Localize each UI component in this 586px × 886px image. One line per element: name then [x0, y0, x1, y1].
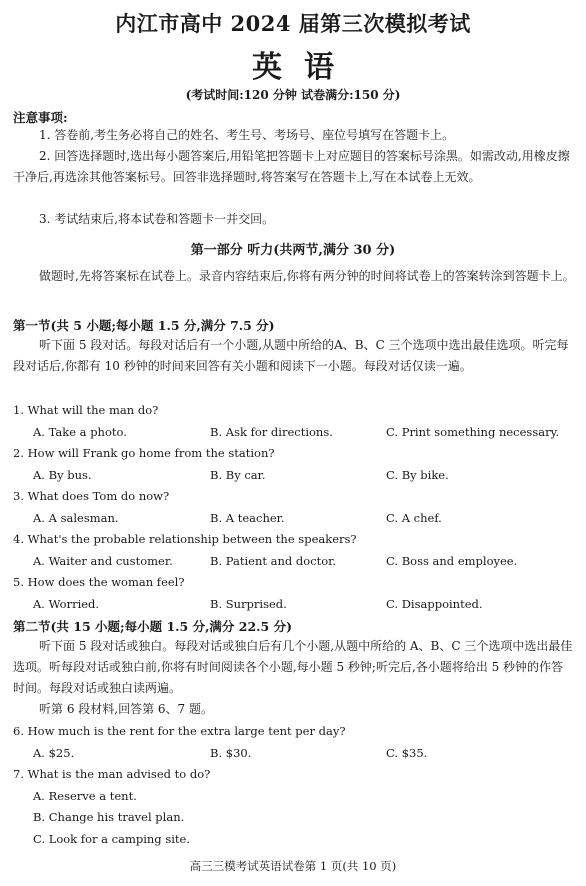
- part-one-intro: 做题时,先将答案标在试卷上。录音内容结束后,你将有两分钟的时间将试卷上的答案转涂到答题卡上。: [39, 269, 575, 283]
- notice-item-2: 2. 回答选择题时,选出每小题答案后,用铅笔把答题卡上对应题目的答案标号涂黑。如需改动,用橡皮擦干净后,再选涂其他答案标号。回答非选择题时,将答案写在答题卡上,写在本试卷上无效。: [13, 149, 570, 184]
- question-3: 3. What does Tom do now?: [13, 489, 170, 503]
- question-3-option-b: B. A teacher.: [210, 511, 285, 525]
- section-one-instructions: 听下面 5 段对话。每段对话后有一个小题,从题中所给的A、B、C 三个选项中选出最佳选项。听完每段对话后,你都有 10 秒钟的时间来回答有关小题和阅读下一小题。每段对话仅读一遍。: [13, 338, 569, 373]
- notice-item-3: 3. 考试结束后,将本试卷和答题卡一并交回。: [39, 212, 275, 226]
- page-footer: 高三三模考试英语试卷第 1 页(共 10 页): [189, 859, 397, 873]
- exam-title: 内江市高中 2024 届第三次模拟考试: [115, 11, 471, 36]
- question-2: 2. How will Frank go home from the station?: [13, 446, 275, 460]
- question-5-option-b: B. Surprised.: [210, 597, 287, 611]
- question-6-option-a: A. $25.: [33, 746, 75, 760]
- exam-info: (考试时间:120 分钟 试卷满分:150 分): [185, 88, 401, 102]
- question-4-option-a: A. Waiter and customer.: [33, 554, 173, 568]
- section-two-heading: 第二节(共 15 小题;每小题 1.5 分,满分 22.5 分): [13, 619, 292, 634]
- question-6-option-b: B. $30.: [210, 746, 252, 760]
- question-5-option-a: A. Worried.: [33, 597, 100, 611]
- question-6-option-c: C. $35.: [386, 746, 428, 760]
- question-6: 6. How much is the rent for the extra large tent per day?: [13, 724, 346, 738]
- material-6-note: 听第 6 段材料,回答第 6、7 题。: [39, 702, 213, 716]
- question-1: 1. What will the man do?: [13, 403, 159, 417]
- question-1-option-a: A. Take a photo.: [33, 425, 127, 439]
- question-4-option-c: C. Boss and employee.: [386, 554, 518, 568]
- question-5: 5. How does the woman feel?: [13, 575, 185, 589]
- question-4-option-b: B. Patient and doctor.: [210, 554, 337, 568]
- part-one-heading: 第一部分 听力(共两节,满分 30 分): [190, 243, 396, 258]
- question-1-option-b: B. Ask for directions.: [210, 425, 333, 439]
- question-7: 7. What is the man advised to do?: [13, 767, 211, 781]
- question-1-option-c: C. Print something necessary.: [386, 425, 560, 439]
- section-two-instructions: 听下面 5 段对话或独白。每段对话或独白后有几个小题,从题中所给的 A、B、C 三个选项中选出最佳选项。听每段对话或独白前,你将有时间阅读各个小题,每小题 5 秒钟;听完后,各小题将给出 5 秒钟的作答时间。每段对话或独白读两遍。: [13, 639, 573, 695]
- question-5-option-c: C. Disappointed.: [386, 597, 483, 611]
- question-4: 4. What's the probable relationship between the speakers?: [13, 532, 357, 546]
- question-7-option-b: B. Change his travel plan.: [33, 810, 185, 824]
- notice-item-1: 1. 答卷前,考生务必将自己的姓名、考生号、考场号、座位号填写在答题卡上。: [39, 128, 455, 142]
- question-7-option-c: C. Look for a camping site.: [33, 832, 190, 846]
- section-one-heading: 第一节(共 5 小题;每小题 1.5 分,满分 7.5 分): [13, 318, 275, 333]
- question-3-option-c: C. A chef.: [386, 511, 442, 525]
- notice-heading: 注意事项:: [13, 110, 68, 125]
- subject-title: 英语: [252, 50, 356, 85]
- question-3-option-a: A. A salesman.: [33, 511, 119, 525]
- question-2-option-b: B. By car.: [210, 468, 266, 482]
- question-2-option-a: A. By bus.: [33, 468, 92, 482]
- question-2-option-c: C. By bike.: [386, 468, 449, 482]
- question-7-option-a: A. Reserve a tent.: [33, 789, 137, 803]
